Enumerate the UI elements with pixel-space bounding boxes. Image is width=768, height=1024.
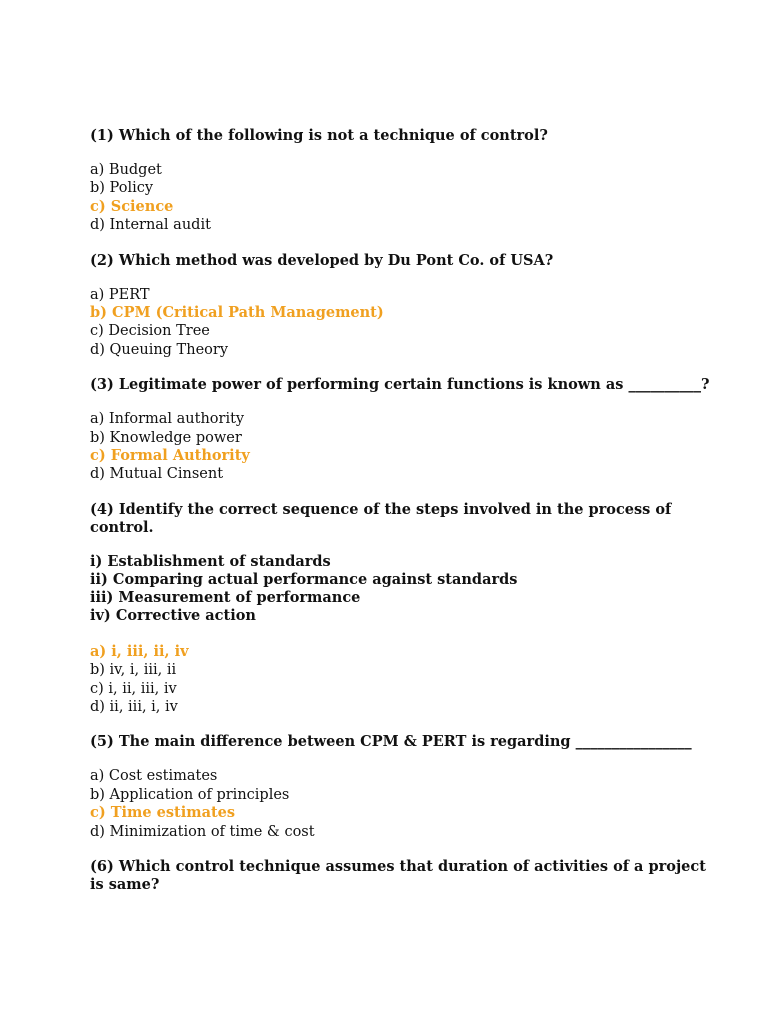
- statement: i) Establishment of standards: [90, 552, 331, 570]
- option: a) PERT: [90, 286, 150, 303]
- correct-option: c) Time estimates: [90, 804, 236, 822]
- correct-option: b) CPM (Critical Path Management): [90, 304, 384, 322]
- option: c) Decision Tree: [90, 323, 210, 340]
- question-block: [90, 252, 710, 360]
- question-text: (1) Which of the following is not a technique of control?: [90, 127, 548, 144]
- option: b) Application of principles: [90, 786, 290, 803]
- question-block: [90, 858, 710, 894]
- option-list: [90, 161, 710, 235]
- option-list: [90, 410, 710, 484]
- correct-option: c) Formal Authority: [90, 447, 250, 465]
- option: b) iv, i, iii, ii: [90, 662, 177, 679]
- question-block: [90, 376, 710, 484]
- option: d) Queuing Theory: [90, 341, 229, 358]
- question-text: (4) Identify the correct sequence of the steps involved in the process of control.: [90, 500, 672, 536]
- question-text: (2) Which method was developed by Du Pont Co. of USA?: [90, 251, 554, 269]
- question-text: (3) Legitimate power of performing certain functions is known as __________?: [90, 376, 710, 394]
- question-block: [90, 733, 710, 841]
- statement-list: [90, 553, 710, 626]
- option: a) Informal authority: [90, 411, 245, 428]
- option: d) Mutual Cinsent: [90, 466, 224, 483]
- option: a) Cost estimates: [90, 768, 218, 785]
- question-block: [90, 127, 710, 235]
- correct-option: a) i, iii, ii, iv: [90, 642, 189, 660]
- option: a) Budget: [90, 162, 162, 178]
- option: b) Knowledge power: [90, 429, 242, 446]
- question-text: (5) The main difference between CPM & PERT is regarding ________________: [90, 733, 692, 751]
- option-list: [90, 643, 710, 717]
- option: b) Policy: [90, 180, 154, 197]
- statement: iii) Measurement of performance: [90, 589, 361, 607]
- option-list: [90, 767, 710, 841]
- option: d) Internal audit: [90, 217, 211, 234]
- question-text: (6) Which control technique assumes that duration of activities of a project is same?: [90, 857, 706, 893]
- option-list: [90, 286, 710, 360]
- question-block: [90, 501, 710, 716]
- document-page: [90, 127, 710, 910]
- option: c) i, ii, iii, iv: [90, 680, 177, 697]
- option: d) ii, iii, i, iv: [90, 698, 178, 715]
- option: d) Minimization of time & cost: [90, 823, 315, 840]
- statement: ii) Comparing actual performance against standards: [90, 571, 518, 589]
- correct-option: c) Science: [90, 197, 174, 215]
- statement: iv) Corrective action: [90, 607, 256, 625]
